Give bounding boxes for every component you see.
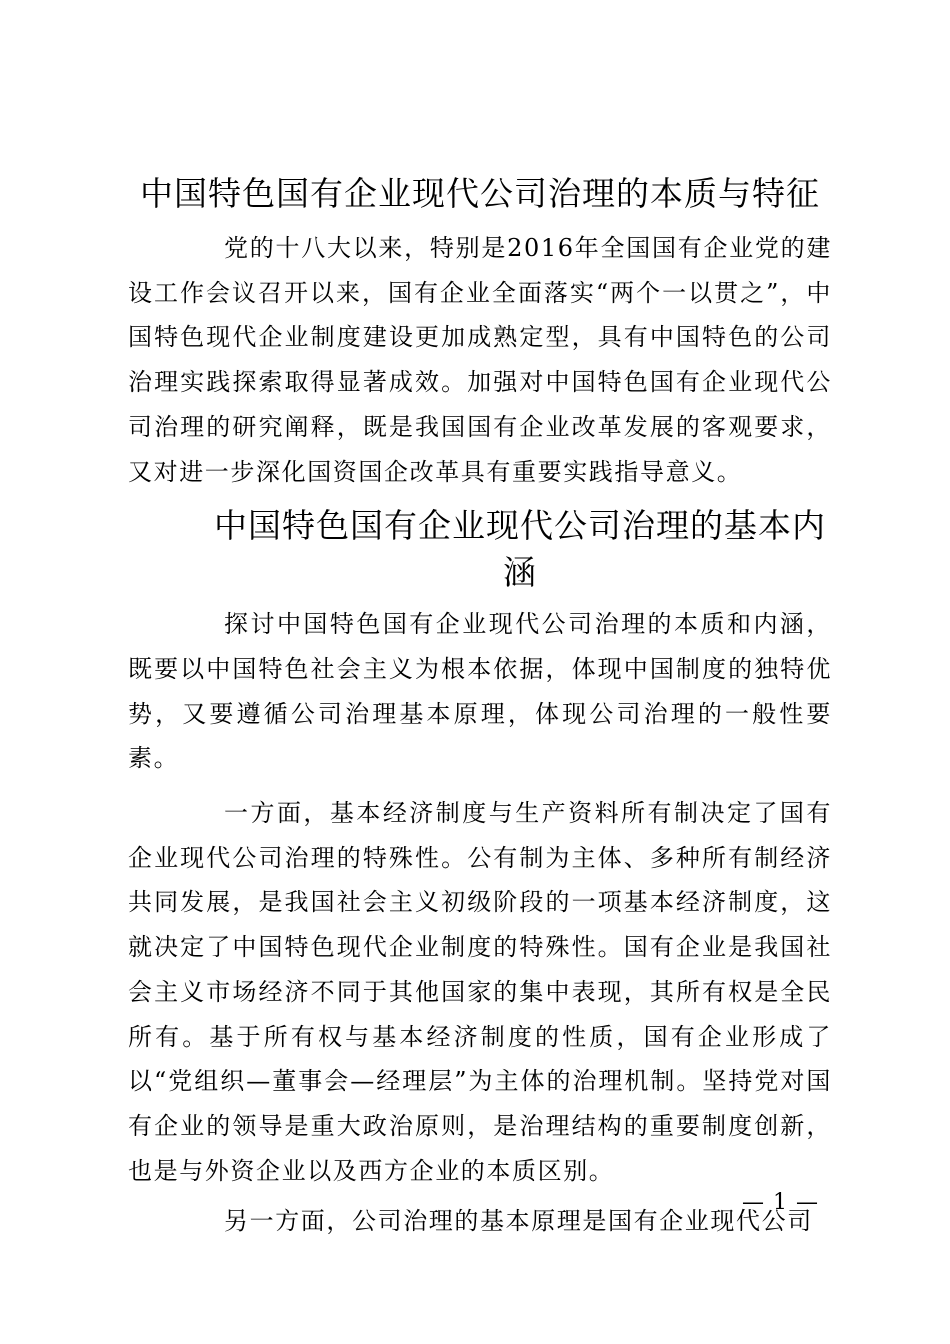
section-heading: 中国特色国有企业现代公司治理的基本内涵 bbox=[214, 506, 826, 593]
intro-paragraph: 党的十八大以来，特别是2016年全国国有企业党的建设工作会议召开以来，国有企业全面落实“两个一以贯之”，中国特色现代企业制度建设更加成熟定型，具有中国特色的公司治理实践探索取得显著成效。加强对中国特色国有企业现代公司治理的研究阐释，既是我国国有企业改革发展的客观要求，又对进一步深化国资国企改革具有重要实践指导意义。 bbox=[128, 234, 832, 486]
section-paragraph-1: 探讨中国特色国有企业现代公司治理的本质和内涵，既要以中国特色社会主义为根本依据，体现中国制度的独特优势，又要遵循公司治理基本原理，体现公司治理的一般性要素。 bbox=[128, 610, 832, 773]
page-number: — 1 — bbox=[742, 1190, 819, 1215]
section-paragraph-3: 另一方面，公司治理的基本原理是国有企业现代公司 bbox=[224, 1207, 813, 1236]
document-page bbox=[128, 168, 832, 1244]
document-title: 中国特色国有企业现代公司治理的本质与特征 bbox=[140, 174, 820, 213]
section-paragraph-2: 一方面，基本经济制度与生产资料所有制决定了国有企业现代公司治理的特殊性。公有制为主体、多种所有制经济共同发展，是我国社会主义初级阶段的一项基本经济制度，这就决定了中国特色现代企业制度的特殊性。国有企业是我国社会主义市场经济不同于其他国家的集中表现，其所有权是全民所有。基于所有权与基本经济制度的性质，国有企业形成了以“党组织—董事会—经理层”为主体的治理机制。坚持党对国有企业的领导是重大政治原则，是治理结构的重要制度创新，也是与外资企业以及西方企业的本质区别。 bbox=[128, 799, 832, 1185]
